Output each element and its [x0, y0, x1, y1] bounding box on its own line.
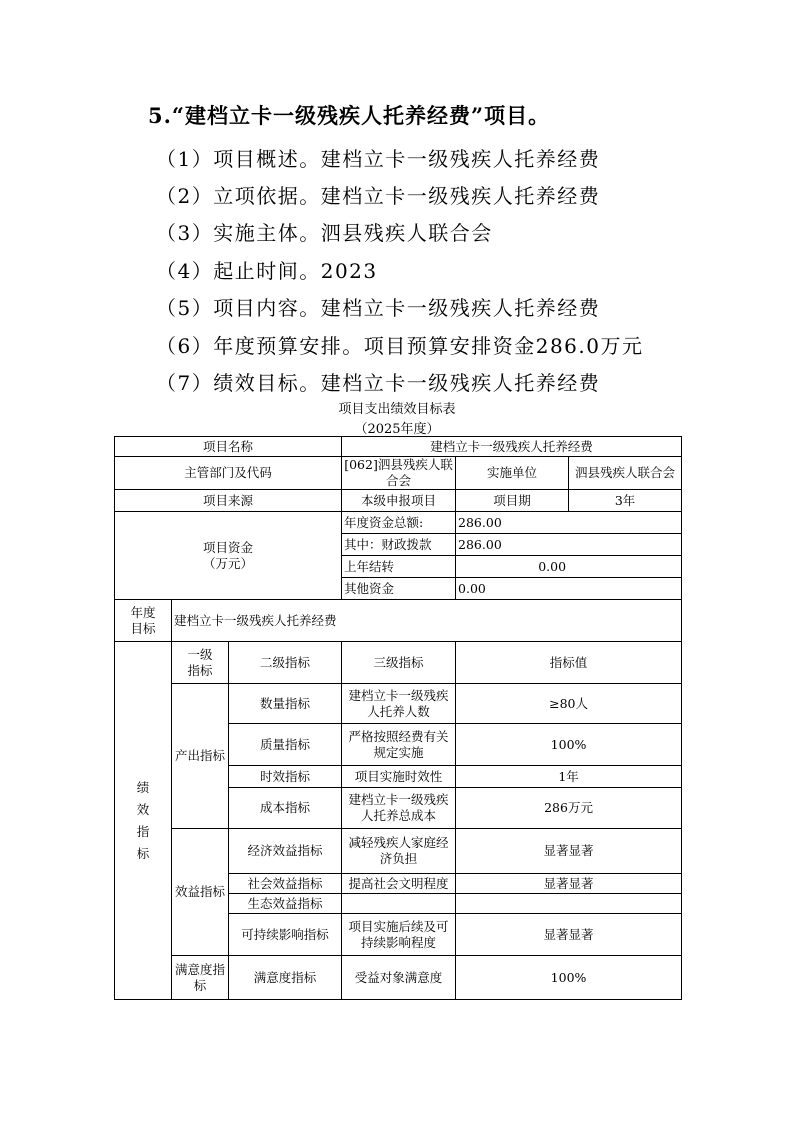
annual-goal-label-line2: 目标	[130, 620, 156, 636]
para-period: （4）起止时间。2023	[156, 259, 378, 283]
dept-label: 主管部门及代码	[115, 457, 342, 490]
social-detail: 提高社会文明程度	[342, 874, 456, 894]
other-funds-label: 其他资金	[342, 578, 456, 600]
output-indicators-label: 产出指标	[172, 684, 229, 829]
annual-total-value: 286.00	[456, 512, 682, 534]
impl-unit-label: 实施单位	[456, 457, 569, 490]
satisfaction-indicators-label	[172, 956, 229, 1000]
sustainable-detail	[342, 914, 456, 956]
dept-value: [062]泗县残疾人联合会	[342, 457, 456, 490]
cost-detail-line1: 建档立卡一级残疾	[348, 792, 449, 807]
satisfaction-indicator: 满意度指标	[229, 956, 342, 1000]
quality-indicator: 质量指标	[229, 724, 342, 766]
ecological-value	[456, 894, 682, 914]
header-value: 指标值	[456, 642, 682, 684]
header-level3: 三级指标	[342, 642, 456, 684]
fiscal-value: 286.00	[456, 534, 682, 556]
quantity-value: ≥80人	[456, 684, 682, 724]
economic-value: 显著显著	[456, 829, 682, 874]
cost-indicator: 成本指标	[229, 788, 342, 829]
para-budget: （6）年度预算安排。项目预算安排资金286.0万元	[156, 334, 644, 358]
carryover-label: 上年结转	[342, 556, 456, 578]
economic-detail	[342, 829, 456, 874]
annual-goal-label-line1: 年度	[130, 604, 156, 620]
quantity-detail	[342, 684, 456, 724]
source-label: 项目来源	[115, 490, 342, 512]
other-funds-value: 0.00	[456, 578, 682, 600]
satisfaction-value: 100%	[456, 956, 682, 1000]
timeliness-detail: 项目实施时效性	[342, 766, 456, 788]
cost-value: 286万元	[456, 788, 682, 829]
economic-detail-line2: 济负担	[379, 851, 418, 866]
perf-char-1: 绩	[136, 779, 150, 795]
quality-value: 100%	[456, 724, 682, 766]
table-title: 项目支出绩效目标表	[338, 402, 456, 417]
annual-goal-label	[115, 600, 172, 642]
ecological-detail	[342, 894, 456, 914]
funds-label-text: 项目资金	[203, 539, 254, 555]
satisfaction-detail: 受益对象满意度	[342, 956, 456, 1000]
para-goal: （7）绩效目标。建档立卡一级残疾人托养经费	[156, 371, 601, 395]
economic-detail-line1: 减轻残疾人家庭经	[348, 835, 449, 850]
period-value: 3年	[569, 490, 682, 512]
timeliness-indicator: 时效指标	[229, 766, 342, 788]
annual-goal-text: 建档立卡一级残疾人托养经费	[172, 600, 682, 642]
benefit-indicators-label: 效益指标	[172, 829, 229, 956]
header-level2: 二级指标	[229, 642, 342, 684]
header-level1-line1: 一级	[187, 646, 213, 662]
para-implementer: （3）实施主体。泗县残疾人联合会	[156, 221, 493, 245]
performance-indicators-label	[115, 642, 172, 1000]
impl-unit-value: 泗县残疾人联合会	[569, 457, 682, 490]
section-heading: 5.“建档立卡一级残疾人托养经费”项目。	[148, 103, 551, 128]
social-indicator: 社会效益指标	[229, 874, 342, 894]
project-name: 建档立卡一级残疾人托养经费	[342, 437, 682, 457]
project-name-label: 项目名称	[115, 437, 342, 457]
ecological-indicator: 生态效益指标	[229, 894, 342, 914]
para-basis: （2）立项依据。建档立卡一级残疾人托养经费	[156, 184, 601, 208]
quantity-detail-line1: 建档立卡一级残疾	[348, 687, 449, 703]
satisfaction-label-line2: 标	[193, 977, 207, 993]
header-level1	[172, 642, 229, 684]
timeliness-value: 1年	[456, 766, 682, 788]
sustainable-indicator: 可持续影响指标	[229, 914, 342, 956]
perf-char-2: 效	[136, 801, 150, 817]
quantity-detail-line2: 人托养人数	[367, 703, 430, 719]
cost-detail-line2: 人托养总成本	[361, 808, 437, 823]
sustainable-value: 显著显著	[456, 914, 682, 956]
fiscal-label: 其中：财政拨款	[342, 534, 456, 556]
para-content: （5）项目内容。建档立卡一级残疾人托养经费	[156, 296, 601, 320]
para-overview: （1）项目概述。建档立卡一级残疾人托养经费	[156, 147, 601, 171]
sustainable-detail-line1: 项目实施后续及可	[348, 918, 449, 934]
quality-detail	[342, 724, 456, 766]
quality-detail-line2: 规定实施	[373, 744, 424, 760]
carryover-value: 0.00	[456, 556, 682, 578]
header-level1-line2: 指标	[187, 662, 213, 678]
period-label: 项目期	[456, 490, 569, 512]
cost-detail	[342, 788, 456, 829]
quality-detail-line1: 严格按照经费有关	[348, 728, 449, 744]
funds-label	[115, 512, 342, 600]
quantity-indicator: 数量指标	[229, 684, 342, 724]
funds-unit-text: （万元）	[203, 555, 254, 571]
satisfaction-label-line1: 满意度指	[174, 961, 225, 977]
table-year: （2025年度）	[354, 422, 440, 437]
sustainable-detail-line2: 持续影响程度	[361, 934, 437, 950]
annual-total-label: 年度资金总额:	[342, 512, 456, 534]
perf-char-3: 指	[136, 823, 150, 839]
perf-char-4: 标	[136, 845, 150, 861]
source-value: 本级申报项目	[342, 490, 456, 512]
social-value: 显著显著	[456, 874, 682, 894]
performance-table	[114, 436, 682, 1000]
economic-indicator: 经济效益指标	[229, 829, 342, 874]
